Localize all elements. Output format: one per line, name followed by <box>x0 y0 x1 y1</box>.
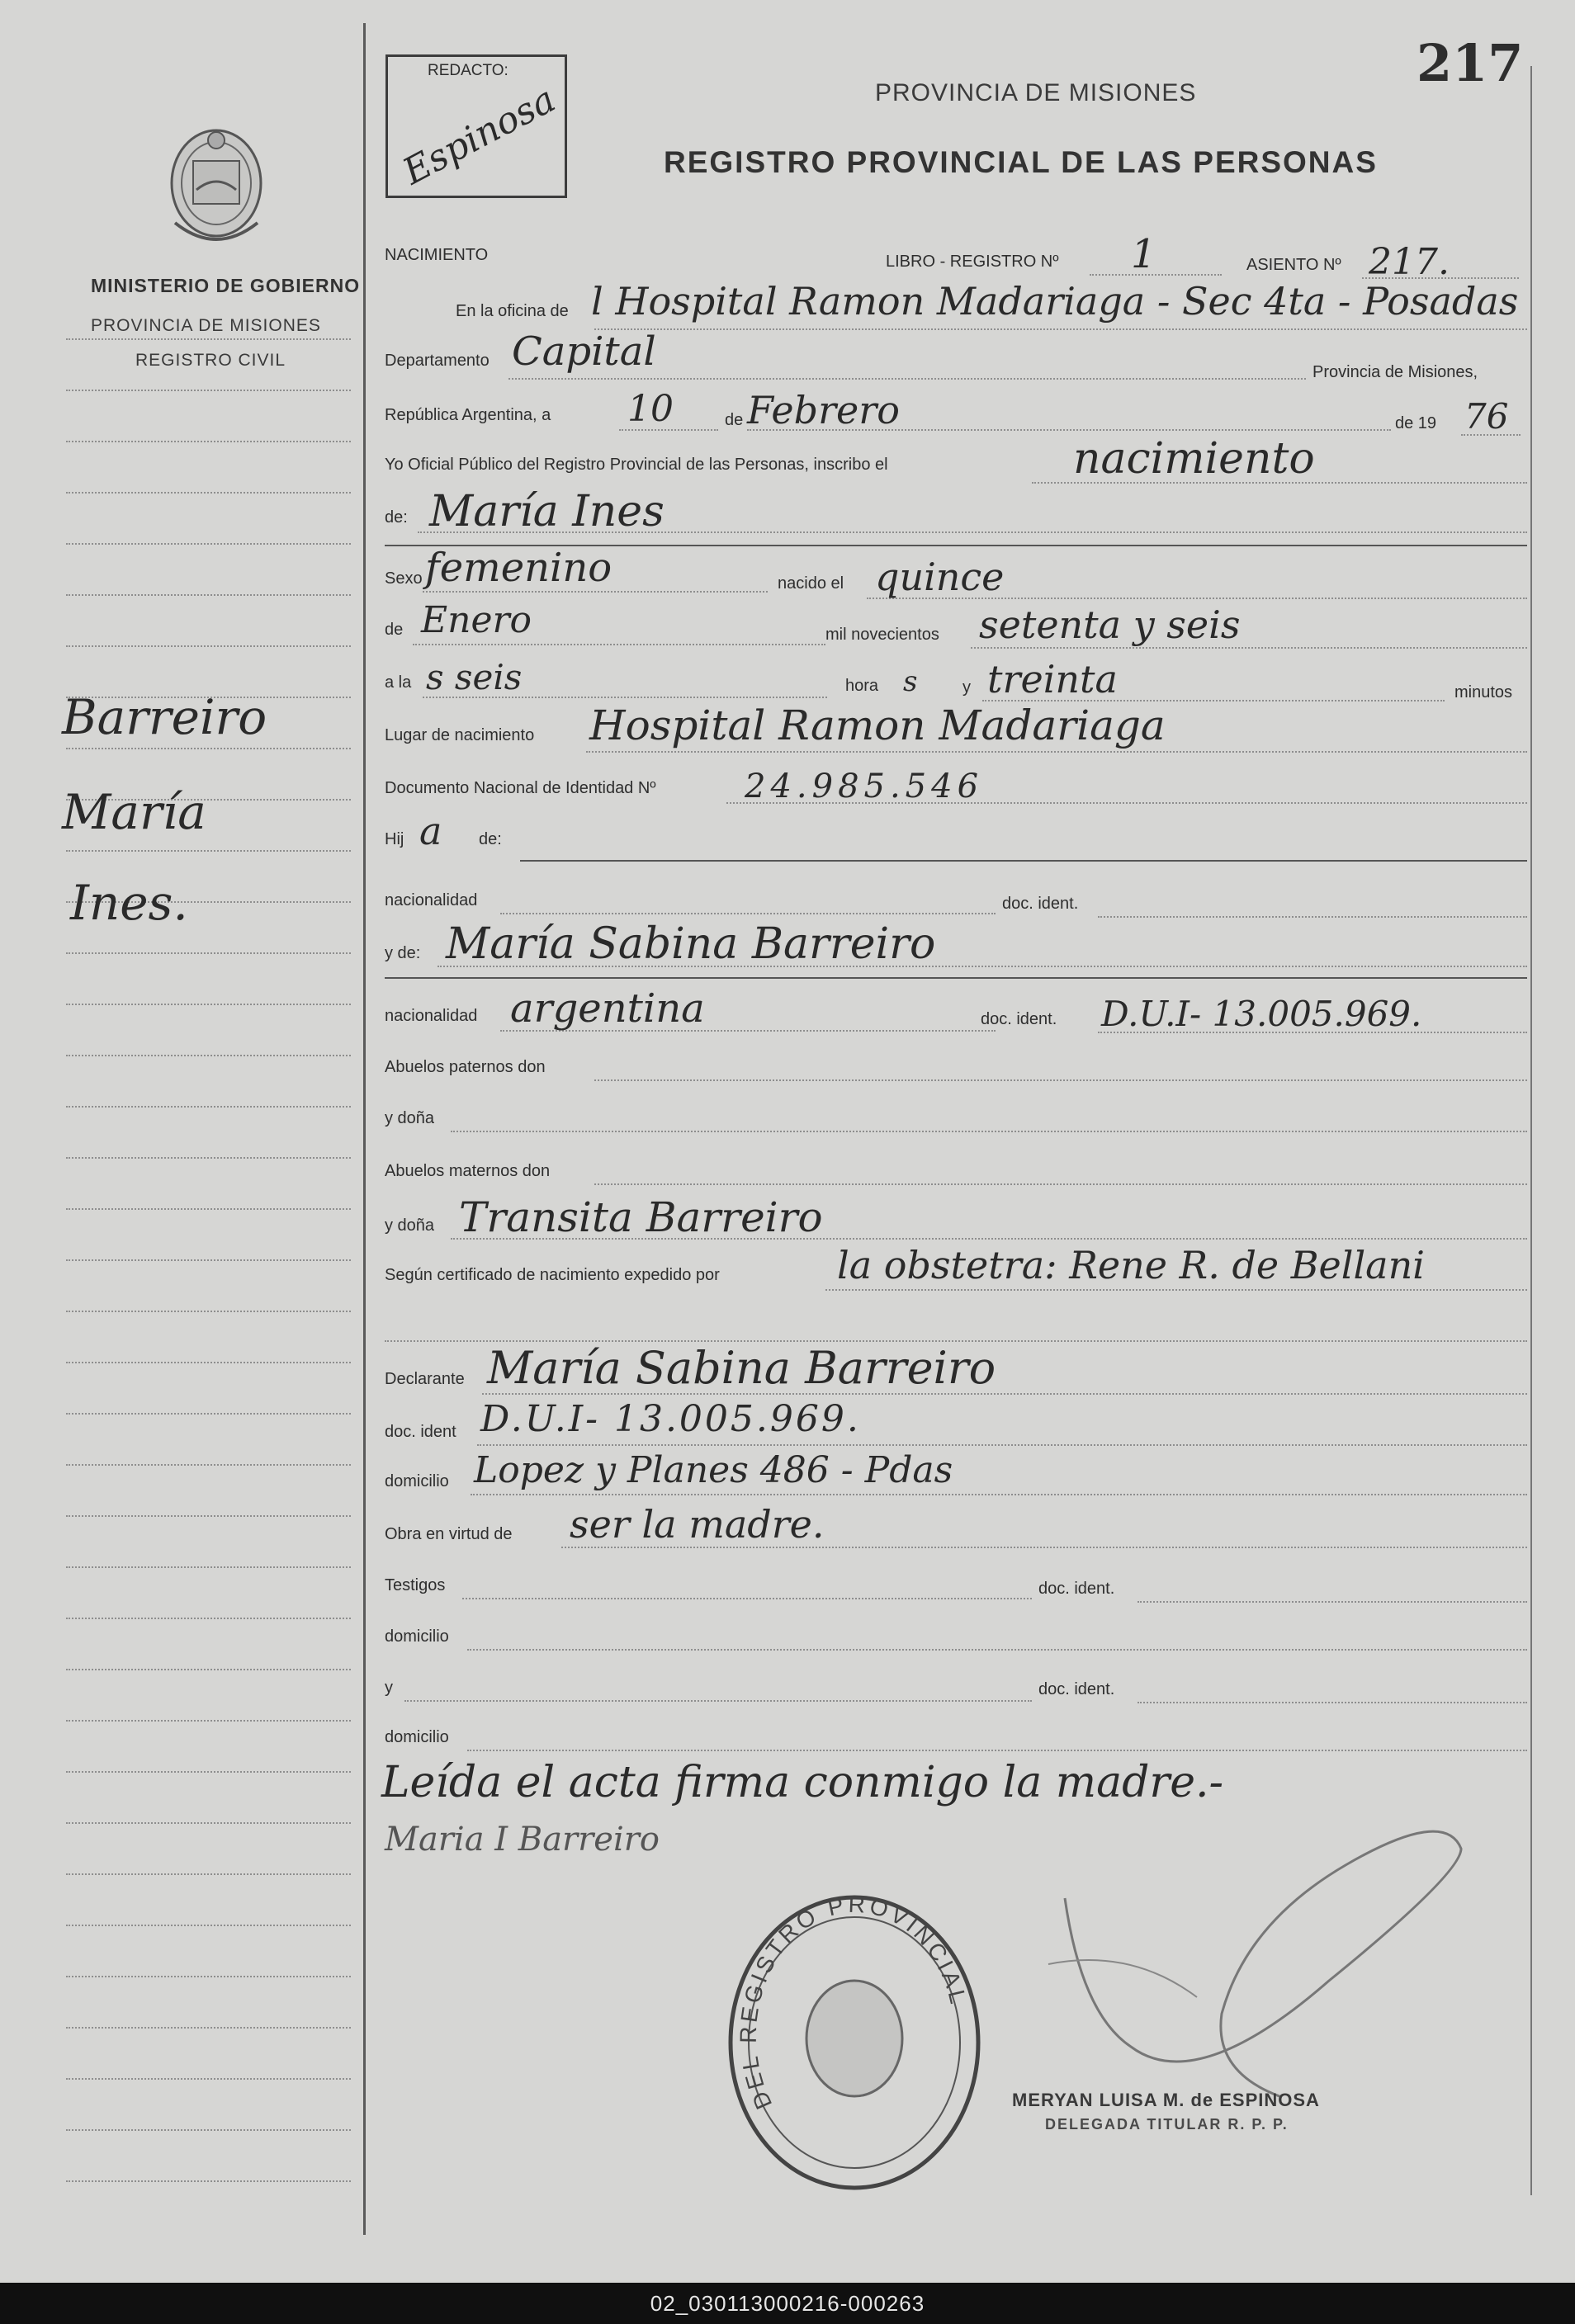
margin-note-line-3: Ines. <box>70 875 188 931</box>
asiento-label: ASIENTO Nº <box>1246 256 1341 274</box>
hora-value: s seis <box>426 657 523 697</box>
margin-ruled-line <box>66 1976 351 1977</box>
mes-nac-value: Enero <box>421 599 532 641</box>
hora-label: hora <box>845 677 879 695</box>
minutos-label: minutos <box>1454 683 1513 701</box>
margin-ruled-line <box>66 2078 351 2080</box>
form-left-border <box>363 23 366 2235</box>
mes-nac-de-label: de <box>385 621 404 639</box>
departamento-line <box>508 378 1306 380</box>
abuelo-pat-line <box>594 1079 1527 1081</box>
redacto-label: REDACTO: <box>428 62 508 79</box>
obra-label: Obra en virtud de <box>385 1525 513 1543</box>
nacionalidad1-label: nacionalidad <box>385 891 478 909</box>
margin-ruled-line <box>66 1106 351 1108</box>
margin-ruled-line <box>66 1413 351 1415</box>
nacionalidad2-label: nacionalidad <box>385 1007 478 1025</box>
margin-ruled-line <box>66 952 351 954</box>
nombre-de-label: de: <box>385 508 408 527</box>
docident3-line <box>477 1444 1527 1446</box>
certificado-value: la obstetra: Rene R. de Bellani <box>837 1243 1425 1287</box>
abuelos-mat-label: Abuelos maternos don <box>385 1162 551 1180</box>
margin-ruled-line <box>66 1055 351 1056</box>
abuela-pat-line <box>451 1131 1527 1132</box>
seal-text: DEL REGISTRO PROVINCIAL <box>735 1891 972 2114</box>
sexo-line <box>423 591 768 593</box>
anio-value: 76 <box>1464 396 1509 437</box>
asiento-value: 217. <box>1369 241 1450 283</box>
dia-value: 10 <box>627 388 674 430</box>
abuelo-mat-line <box>594 1183 1527 1185</box>
official-name: MERYAN LUISA M. de ESPINOSA <box>1012 2090 1320 2110</box>
nacionalidad2-value: argentina <box>510 985 705 1032</box>
domicilio2-label: domicilio <box>385 1627 449 1646</box>
docident1-label: doc. ident. <box>1002 895 1079 913</box>
sexo-value: femenino <box>425 545 612 591</box>
minutos-value: treinta <box>987 657 1118 701</box>
departamento-value: Capital <box>512 328 656 375</box>
margin-ruled-line <box>66 1157 351 1159</box>
province-title: PROVINCIA DE MISIONES <box>875 79 1197 106</box>
margin-ruled-line <box>66 748 351 749</box>
declarant-signature: Maria I Barreiro <box>385 1821 660 1859</box>
testigos-line <box>462 1598 1032 1599</box>
redacto-signature: Espinosa <box>396 78 563 194</box>
docident1-line <box>1098 916 1527 918</box>
margin-ruled-line <box>66 2129 351 2131</box>
sexo-label: Sexo <box>385 569 423 588</box>
testigo2-line <box>404 1700 1032 1702</box>
nacionalidad1-line <box>500 913 996 914</box>
margin-ruled-line <box>66 1515 351 1517</box>
testigos-label: Testigos <box>385 1576 446 1594</box>
official-signature-scribble <box>1032 1799 1494 2129</box>
margin-ruled-line <box>66 850 351 852</box>
margin-ruled-line <box>66 2180 351 2182</box>
y-label: y <box>962 678 971 697</box>
docident4-label: doc. ident. <box>1038 1580 1115 1598</box>
margin-ruled-line <box>66 1362 351 1363</box>
domicilio3-line <box>467 1750 1527 1751</box>
abuela-value: Transita Barreiro <box>459 1193 823 1241</box>
obra-line <box>561 1547 1527 1548</box>
margin-ruled-line <box>66 645 351 647</box>
hij-label: Hij <box>385 830 404 848</box>
margin-ruled-line <box>66 1771 351 1773</box>
margin-ruled-line <box>66 594 351 596</box>
margin-ruled-line <box>66 1669 351 1670</box>
mes-de-label: de <box>725 411 744 429</box>
document-id-footer: 02_030113000216-000263 <box>0 2283 1575 2324</box>
oficina-label: En la oficina de <box>456 302 569 320</box>
domicilio1-label: domicilio <box>385 1472 449 1490</box>
docident3-label: doc. ident <box>385 1423 456 1441</box>
declarante-label: Declarante <box>385 1370 465 1388</box>
docident5-label: doc. ident. <box>1038 1680 1115 1698</box>
yde-label: y de: <box>385 944 421 962</box>
margin-ruled-line <box>66 492 351 494</box>
margin-ruled-line <box>66 1208 351 1210</box>
docident2-label: doc. ident. <box>981 1010 1057 1028</box>
mil-label: mil novecientos <box>825 626 939 644</box>
official-seal-stamp <box>723 1890 986 2195</box>
margin-ruled-line <box>66 1004 351 1005</box>
margin-ruled-line <box>66 2027 351 2029</box>
ydona1-label: y doña <box>385 1109 435 1127</box>
obra-value: ser la madre. <box>570 1502 825 1547</box>
closing-statement: Leída el acta firma conmigo la madre.- <box>381 1758 1224 1807</box>
margin-ruled-line <box>66 1925 351 1926</box>
margin-ruled-line <box>66 1259 351 1261</box>
margin-ruled-line <box>66 390 351 391</box>
margin-ruled-line <box>66 441 351 442</box>
margin-ruled-line <box>66 1311 351 1312</box>
republica-label: República Argentina, a <box>385 406 551 424</box>
hora-s: s <box>903 665 918 698</box>
margin-note-line-2: María <box>62 784 206 840</box>
libro-label: LIBRO - REGISTRO Nº <box>886 253 1059 271</box>
margin-ruled-line <box>66 1618 351 1619</box>
dni-value: 24.985.546 <box>745 768 984 805</box>
ministry-civil-registry: REGISTRO CIVIL <box>135 351 286 370</box>
anio-nac-value: setenta y seis <box>979 602 1241 647</box>
separator-2 <box>385 977 1527 979</box>
ydona2-label: y doña <box>385 1216 435 1235</box>
coat-of-arms-icon <box>158 124 274 256</box>
official-title: DELEGADA TITULAR R. P. P. <box>1045 2116 1289 2133</box>
oficial-value: nacimiento <box>1073 434 1315 484</box>
registry-title: REGISTRO PROVINCIAL DE LAS PERSONAS <box>664 145 1378 179</box>
margin-ruled-line <box>66 1566 351 1568</box>
provincia-label: Provincia de Misiones, <box>1312 363 1478 381</box>
nacido-label: nacido el <box>778 574 844 593</box>
docident4-line <box>1138 1601 1527 1603</box>
form-right-border <box>1530 66 1532 2195</box>
hij-value: a <box>419 809 442 853</box>
ministry-title: MINISTERIO DE GOBIERNO <box>91 275 361 296</box>
docident3-value: D.U.I- 13.005.969. <box>480 1398 861 1440</box>
docident5-line <box>1138 1702 1527 1703</box>
lugar-line <box>586 751 1527 753</box>
page-number: 217 <box>1417 33 1524 93</box>
lugar-label: Lugar de nacimiento <box>385 726 535 744</box>
libro-value: 1 <box>1131 231 1156 277</box>
margin-ruled-line <box>66 1873 351 1875</box>
certificado-line <box>825 1289 1527 1291</box>
margin-ruled-line <box>66 338 351 340</box>
margin-ruled-line <box>66 1464 351 1466</box>
domicilio3-label: domicilio <box>385 1728 449 1746</box>
nombre-value: María Ines <box>429 487 665 536</box>
mes-value: Febrero <box>747 388 900 432</box>
margin-ruled-line <box>66 1720 351 1722</box>
hij-de-label: de: <box>479 830 502 848</box>
domicilio1-value: Lopez y Planes 486 - Pdas <box>474 1449 953 1491</box>
lugar-value: Hospital Ramon Madariaga <box>589 701 1166 749</box>
declarante-value: María Sabina Barreiro <box>487 1342 996 1394</box>
anio-label: de 19 <box>1395 414 1437 432</box>
y2-label: y <box>385 1679 393 1697</box>
nacimiento-label: NACIMIENTO <box>385 246 489 264</box>
mes-nac-line <box>413 644 825 645</box>
domicilio2-line <box>467 1649 1527 1651</box>
margin-ruled-line <box>66 1822 351 1824</box>
alas-label: a la <box>385 673 412 692</box>
madre-value: María Sabina Barreiro <box>446 919 936 969</box>
oficina-line <box>594 328 1527 330</box>
departamento-label: Departamento <box>385 352 490 370</box>
anio-nac-line <box>971 647 1527 649</box>
redacto-box <box>385 54 567 198</box>
abuelos-pat-label: Abuelos paternos don <box>385 1058 546 1076</box>
padre-line <box>520 860 1527 862</box>
oficial-label: Yo Oficial Público del Registro Provincial de las Personas, inscribo el <box>385 456 888 474</box>
nacido-value: quince <box>875 555 1005 599</box>
margin-ruled-line <box>66 543 351 545</box>
domicilio1-line <box>471 1494 1527 1495</box>
dni-label: Documento Nacional de Identidad Nº <box>385 779 656 797</box>
oficina-value: l Hospital Ramon Madariaga - Sec 4ta - Posadas <box>591 279 1519 324</box>
certificado-label: Según certificado de nacimiento expedido por <box>385 1266 720 1284</box>
margin-note-line-1: Barreiro <box>62 689 267 745</box>
ministry-province: PROVINCIA DE MISIONES <box>91 316 321 335</box>
docident2-value: D.U.I- 13.005.969. <box>1101 994 1422 1034</box>
